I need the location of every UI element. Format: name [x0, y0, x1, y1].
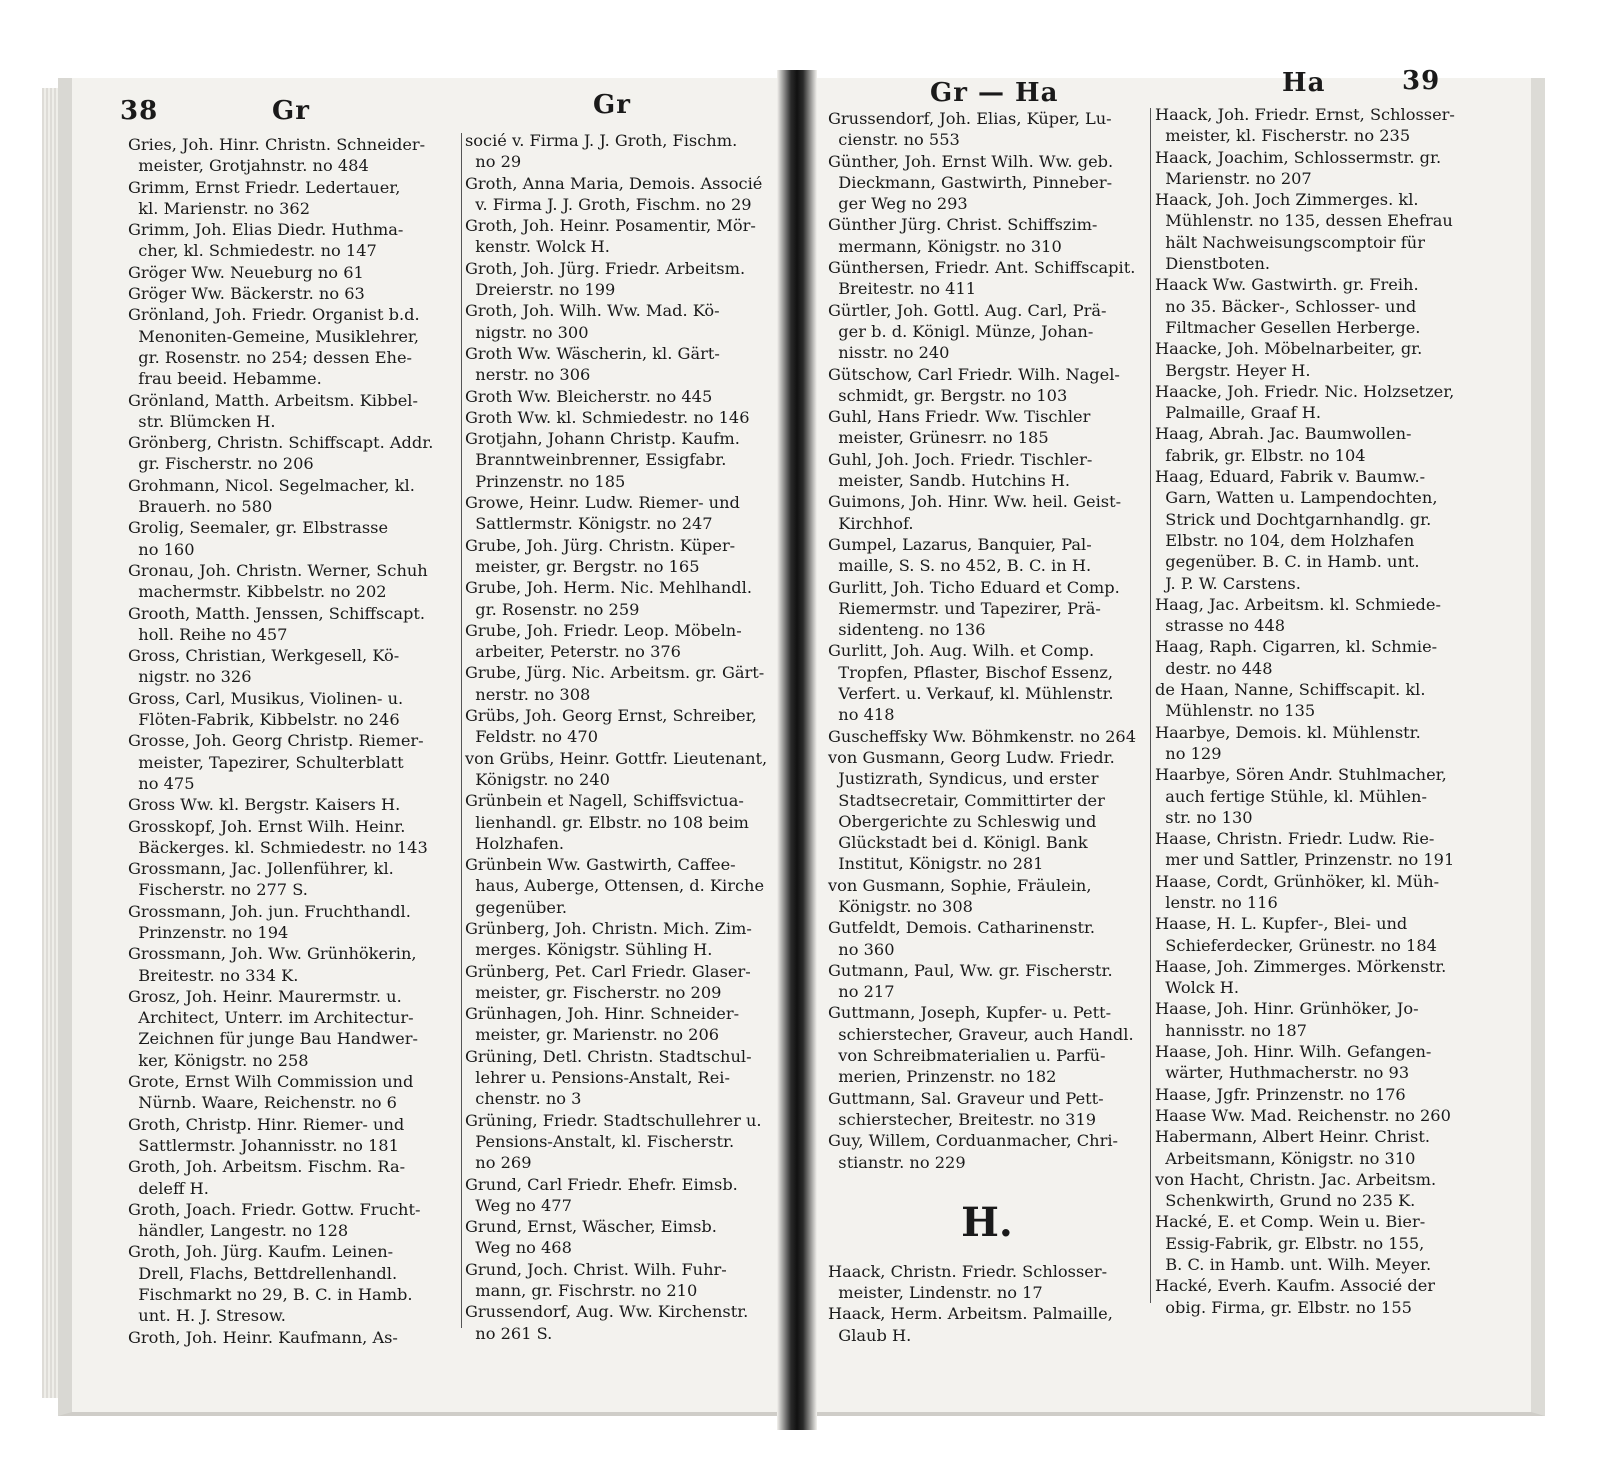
book-gutter	[777, 70, 817, 1430]
directory-entry: Guy, Willem, Corduanmacher, Chri- stianstr. no 229	[828, 1131, 1118, 1172]
page-number-left: 38	[120, 96, 159, 126]
directory-entry: Haack, Christn. Friedr. Schlosser- meister, Lindenstr. no 17	[828, 1261, 1108, 1303]
directory-entry: Grüning, Friedr. Stadtschullehrer u. Pensions-Anstalt, kl. Fischerstr. no 269	[465, 1110, 762, 1173]
directory-entry: Haag, Eduard, Fabrik v. Baumw.- Garn, Watten u. Lampendochten, Strick und Dochtgarnhandlg. gr. Elbstr. no 104, dem Holzhafen gegenüber. B. C. in Hamb. unt. J. P. W. Carstens.	[1155, 467, 1438, 593]
directory-entry: Groth, Joh. Heinr. Kaufmann, As-	[128, 1327, 398, 1347]
directory-entry: Grossmann, Joh. Ww. Grünhökerin, Breitestr. no 334 K.	[128, 944, 417, 985]
running-head-left-1: Gr	[272, 96, 310, 126]
directory-entry: Gurlitt, Joh. Aug. Wilh. et Comp. Tropfen, Pflaster, Bischof Essenz, Verfert. u. Verkauf, kl. Mühlenstr. no 418	[828, 641, 1114, 725]
directory-entry: von Gusmann, Georg Ludw. Friedr. Justizrath, Syndicus, und erster Stadtsecretair, Committirter der Obergerichte zu Schleswig und Glückstadt bei d. Königl. Bank Institut, Königstr. no 281	[828, 747, 1115, 874]
directory-entry: Grote, Ernst Wilh Commission und Nürnb. Waare, Reichenstr. no 6	[128, 1072, 414, 1113]
directory-entry: Haag, Abrah. Jac. Baumwollen- fabrik, gr. Elbstr. no 104	[1155, 424, 1412, 465]
right-page-column-1	[828, 108, 1146, 1346]
directory-entry: Guttmann, Sal. Graveur und Pett- schierstecher, Breitestr. no 319	[828, 1088, 1104, 1129]
directory-entry: Haarbye, Sören Andr. Stuhlmacher, auch fertige Stühle, kl. Mühlen- str. no 130	[1155, 765, 1447, 827]
column-rule-left	[461, 133, 462, 1328]
directory-entry: Grussendorf, Aug. Ww. Kirchenstr. no 261 S.	[465, 1302, 749, 1343]
column-rule-right	[1150, 108, 1151, 1303]
directory-entry: Guttmann, Joseph, Kupfer- u. Pett- schierstecher, Graveur, auch Handl. von Schreibmaterialien u. Parfü- merien, Prinzenstr. no 182	[828, 1003, 1134, 1087]
directory-entry: Guhl, Joh. Joch. Friedr. Tischler- meister, Sandb. Hutchins H.	[828, 449, 1093, 491]
directory-entry: Grolig, Seemaler, gr. Elbstrasse no 160	[128, 518, 389, 559]
directory-entry: Habermann, Albert Heinr. Christ. Arbeitsmann, Königstr. no 310	[1155, 1127, 1431, 1168]
directory-entry: Haase, Joh. Zimmerges. Mörkenstr. Wolck H.	[1155, 956, 1447, 998]
directory-entry: Groth, Joh. Jürg. Kaufm. Leinen- Drell, Flachs, Bettdrellenhandl. Fischmarkt no 29, B. C. in Hamb. unt. H. J. Stresow.	[128, 1242, 413, 1326]
directory-entry: Haase, H. L. Kupfer-, Blei- und Schieferdecker, Grünestr. no 184	[1155, 914, 1437, 955]
directory-entry: von Hacht, Christn. Jac. Arbeitsm. Schenkwirth, Grund no 235 K.	[1155, 1169, 1437, 1211]
directory-entry: Grosz, Joh. Heinr. Maurermstr. u. Architect, Unterr. im Architectur- Zeichnen für junge Bau Handwer- ker, Königstr. no 258	[128, 986, 418, 1070]
directory-entry: Hacké, E. et Comp. Wein u. Bier- Essig-Fabrik, gr. Elbstr. no 155, B. C. in Hamb. unt. Wilh. Meyer.	[1155, 1212, 1432, 1275]
directory-entry: Gurlitt, Joh. Ticho Eduard et Comp. Riemermstr. und Tapezirer, Prä- sidenteng. no 136	[828, 577, 1120, 640]
directory-entry: Grube, Joh. Jürg. Christn. Küper- meister, gr. Bergstr. no 165	[465, 535, 736, 576]
directory-entry: Guimons, Joh. Hinr. Ww. heil. Geist- Kirchhof.	[828, 492, 1122, 533]
directory-entry: Grotjahn, Johann Christp. Kaufm. Branntweinbrenner, Essigfabr. Prinzenstr. no 185	[465, 429, 740, 491]
directory-entry: Haacke, Joh. Möbelnarbeiter, gr. Bergstr. Heyer H.	[1155, 339, 1423, 380]
directory-entry: Haack Ww. Gastwirth. gr. Freih. no 35. Bäcker-, Schlosser- und Filtmacher Gesellen Herberge.	[1155, 275, 1421, 337]
directory-entry: Grussendorf, Joh. Elias, Küper, Lu- cienstr. no 553	[828, 109, 1112, 150]
directory-entry: Gutfeldt, Demois. Catharinenstr. no 360	[828, 918, 1096, 959]
directory-entry: Haase, Christn. Friedr. Ludw. Rie- mer und Sattler, Prinzenstr. no 191	[1155, 829, 1455, 870]
directory-entry: Groth, Anna Maria, Demois. Associé v. Firma J. J. Groth, Fischm. no 29	[465, 173, 763, 214]
directory-entry: Gutmann, Paul, Ww. gr. Fischerstr. no 217	[828, 960, 1113, 1002]
left-page-column-2	[465, 130, 768, 1344]
directory-entry: Grüning, Detl. Christn. Stadtschul- lehrer u. Pensions-Anstalt, Rei- chenstr. no 3	[465, 1046, 752, 1109]
directory-entry: Gross, Carl, Musikus, Violinen- u. Flöten-Fabrik, Kibbelstr. no 246	[128, 688, 404, 730]
directory-entry: Grimm, Joh. Elias Diedr. Huthma- cher, kl. Schmiedestr. no 147	[128, 220, 404, 261]
directory-entry: Grube, Joh. Herm. Nic. Mehlhandl. gr. Rosenstr. no 259	[465, 578, 752, 619]
directory-entry: Günther, Joh. Ernst Wilh. Ww. geb. Dieckmann, Gastwirth, Pinneber- ger Weg no 293	[828, 151, 1114, 214]
directory-entry: Grübs, Joh. Georg Ernst, Schreiber, Feldstr. no 470	[465, 706, 757, 747]
directory-entry: Gross, Christian, Werkgesell, Kö- nigstr. no 326	[128, 646, 400, 687]
directory-entry: von Gusmann, Sophie, Fräulein, Königstr. no 308	[828, 875, 1092, 916]
directory-entry: Grünberg, Pet. Carl Friedr. Glaser- meister, gr. Fischerstr. no 209	[465, 961, 751, 1002]
directory-entry: Haag, Raph. Cigarren, kl. Schmie- destr. no 448	[1155, 637, 1438, 678]
directory-entry: Grünbein Ww. Gastwirth, Caffee- haus, Auberge, Ottensen, d. Kirche gegenüber.	[465, 855, 765, 917]
page-number-right: 39	[1402, 66, 1441, 96]
directory-entry: Gürtler, Joh. Gottl. Aug. Carl, Prä- ger b. d. Königl. Münze, Johan- nisstr. no 240	[828, 300, 1107, 363]
directory-entry: Guhl, Hans Friedr. Ww. Tischler meister, Grünesrr. no 185	[828, 407, 1091, 448]
directory-entry: Grund, Joch. Christ. Wilh. Fuhr- mann, gr. Fischrstr. no 210	[465, 1259, 727, 1301]
directory-entry: Gronau, Joh. Christn. Werner, Schuh machermstr. Kibbelstr. no 202	[128, 560, 428, 602]
directory-entry: Haack, Joh. Joch Zimmerges. kl. Mühlenstr. no 135, dessen Ehefrau hält Nachweisungscomptoir für Dienstboten.	[1155, 190, 1453, 274]
directory-entry: Haacke, Joh. Friedr. Nic. Holzsetzer, Palmaille, Graaf H.	[1155, 381, 1455, 423]
directory-entry: Haase, Jgfr. Prinzenstr. no 176	[1155, 1084, 1406, 1104]
right-page-column-2	[1155, 104, 1480, 1318]
directory-entry: Grosse, Joh. Georg Christp. Riemer- meister, Tapezirer, Schulterblatt no 475	[128, 731, 424, 793]
directory-entry: Grönberg, Christn. Schiffscapt. Addr. gr. Fischerstr. no 206	[128, 433, 434, 474]
directory-entry: Guscheffsky Ww. Böhmkenstr. no 264	[828, 726, 1137, 746]
running-head-right-2: Ha	[1282, 68, 1326, 98]
directory-entry: socié v. Firma J. J. Groth, Fischm. no 29	[465, 131, 738, 172]
directory-entry: Groth Ww. Wäscherin, kl. Gärt- nerstr. no 306	[465, 343, 720, 385]
directory-entry: Grünhagen, Joh. Hinr. Schneider- meister, gr. Marienstr. no 206	[465, 1004, 740, 1045]
directory-entry: Günther Jürg. Christ. Schiffszim- mermann, Königstr. no 310	[828, 215, 1098, 256]
directory-entry: Grohmann, Nicol. Segelmacher, kl. Brauerh. no 580	[128, 475, 415, 517]
directory-entry: Grimm, Ernst Friedr. Ledertauer, kl. Marienstr. no 362	[128, 177, 401, 218]
directory-entry: Grünbein et Nagell, Schiffsvictua- lienhandl. gr. Elbstr. no 108 beim Holzhafen.	[465, 791, 749, 853]
directory-entry: Groth, Joh. Heinr. Posamentir, Mör- kenstr. Wolck H.	[465, 216, 756, 257]
directory-entry: Grooth, Matth. Jenssen, Schiffscapt. holl. Reihe no 457	[128, 603, 426, 644]
directory-entry: Grube, Joh. Friedr. Leop. Möbeln- arbeiter, Peterstr. no 376	[465, 620, 742, 662]
directory-entry: Haag, Jac. Arbeitsm. kl. Schmiede- strasse no 448	[1155, 594, 1441, 636]
directory-entry: Haack, Joachim, Schlossermstr. gr. Marienstr. no 207	[1155, 147, 1442, 188]
directory-entry: Grube, Jürg. Nic. Arbeitsm. gr. Gärt- nerstr. no 308	[465, 663, 765, 704]
directory-entry: Growe, Heinr. Ludw. Riemer- und Sattlermstr. Königstr. no 247	[465, 493, 740, 534]
directory-entry: Grünberg, Joh. Christn. Mich. Zim- merges. Königstr. Sühling H.	[465, 918, 752, 960]
directory-entry: Groth, Christp. Hinr. Riemer- und Sattlermstr. Johannisstr. no 181	[128, 1114, 405, 1155]
directory-entry: Groth Ww. Bleicherstr. no 445	[465, 386, 713, 406]
directory-entry: Günthersen, Friedr. Ant. Schiffscapit. Breitestr. no 411	[828, 258, 1136, 299]
directory-entry: Groth Ww. kl. Schmiedestr. no 146	[465, 407, 750, 427]
directory-entry: Haack, Joh. Friedr. Ernst, Schlosser- meister, kl. Fischerstr. no 235	[1155, 105, 1455, 146]
directory-entry: Groth, Joach. Friedr. Gottw. Frucht- händler, Langestr. no 128	[128, 1199, 421, 1241]
running-head-right-1: Gr — Ha	[930, 78, 1059, 108]
directory-entry: Gross Ww. kl. Bergstr. Kaisers H.	[128, 795, 401, 815]
directory-entry: Gütschow, Carl Friedr. Wilh. Nagel- schmidt, gr. Bergstr. no 103	[828, 364, 1120, 405]
directory-entry: Groth, Joh. Jürg. Friedr. Arbeitsm. Dreierstr. no 199	[465, 258, 746, 300]
running-head-left-2: Gr	[593, 90, 631, 120]
directory-entry: Grosskopf, Joh. Ernst Wilh. Heinr. Bäckerges. kl. Schmiedestr. no 143	[128, 816, 428, 857]
directory-entry: de Haan, Nanne, Schiffscapit. kl. Mühlenstr. no 135	[1155, 680, 1426, 721]
directory-entry: Grönland, Joh. Friedr. Organist b.d. Menoniten-Gemeine, Musiklehrer, gr. Rosenstr. no 254; dessen Ehe- frau beeid. Hebamme.	[128, 305, 420, 389]
directory-entry: Grund, Carl Friedr. Ehefr. Eimsb. Weg no 477	[465, 1174, 738, 1215]
directory-entry: Haase Ww. Mad. Reichenstr. no 260	[1155, 1105, 1451, 1125]
directory-entry: Haase, Joh. Hinr. Grünhöker, Jo- hannisstr. no 187	[1155, 999, 1419, 1040]
directory-entry: Grund, Ernst, Wäscher, Eimsb. Weg no 468	[465, 1217, 717, 1258]
directory-entry: Haase, Cordt, Grünhöker, kl. Müh- lenstr. no 116	[1155, 871, 1440, 912]
directory-entry: Haarbye, Demois. kl. Mühlenstr. no 129	[1155, 722, 1421, 763]
section-letter-heading: H.	[961, 1198, 1013, 1246]
directory-entry: Grönland, Matth. Arbeitsm. Kibbel- str. Blümcken H.	[128, 390, 418, 431]
directory-entry: Groth, Joh. Wilh. Ww. Mad. Kö- nigstr. no 300	[465, 301, 720, 342]
directory-entry: Gumpel, Lazarus, Banquier, Pal- maille, S. S. no 452, B. C. in H.	[828, 534, 1092, 576]
directory-entry: Gries, Joh. Hinr. Christn. Schneider- meister, Grotjahnstr. no 484	[128, 135, 426, 176]
left-page-column-1	[128, 134, 458, 1348]
directory-entry: Haack, Herm. Arbeitsm. Palmaille, Glaub H.	[828, 1304, 1113, 1345]
directory-entry: Haase, Joh. Hinr. Wilh. Gefangen- wärter, Huthmacherstr. no 93	[1155, 1042, 1432, 1083]
directory-entry: Groth, Joh. Arbeitsm. Fischm. Ra- deleff H.	[128, 1157, 406, 1198]
directory-entry: Grossmann, Joh. jun. Fruchthandl. Prinzenstr. no 194	[128, 901, 411, 942]
directory-entry: von Grübs, Heinr. Gottfr. Lieutenant, Königstr. no 240	[465, 748, 768, 789]
directory-entry: Hacké, Everh. Kaufm. Associé der obig. Firma, gr. Elbstr. no 155	[1155, 1276, 1436, 1317]
directory-entry: Grossmann, Jac. Jollenführer, kl. Fischerstr. no 277 S.	[128, 859, 394, 900]
directory-entry: Gröger Ww. Neueburg no 61	[128, 262, 364, 282]
directory-entry: Gröger Ww. Bäckerstr. no 63	[128, 284, 365, 304]
